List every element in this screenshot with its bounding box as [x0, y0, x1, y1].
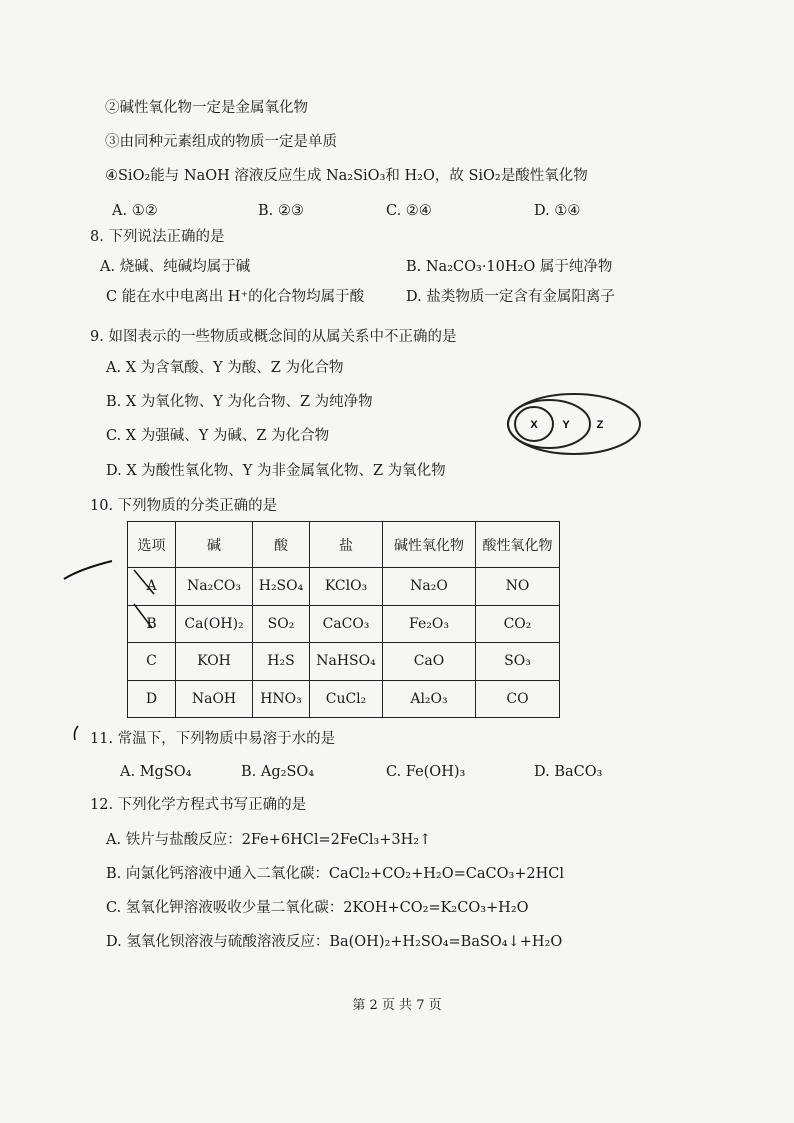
table-cell: KOH — [176, 643, 253, 680]
table-cell: KClO₃ — [310, 568, 383, 605]
table-row — [128, 568, 560, 605]
table-header-row — [128, 522, 560, 568]
handwritten-stroke-mark — [70, 724, 82, 744]
table-row — [128, 605, 560, 642]
page-footer: 第 2 页 共 7 页 — [352, 998, 442, 1013]
venn-y-label: Y — [562, 419, 570, 431]
q8-option-a: A. 烧碱、纯碱均属于碱 — [100, 259, 251, 275]
table-cell: SO₂ — [253, 605, 310, 642]
q7-statement-4: ④SiO₂能与 NaOH 溶液反应生成 Na₂SiO₃和 H₂O，故 SiO₂是酸性氧化物 — [105, 168, 588, 184]
table-cell: Ca(OH)₂ — [176, 605, 253, 642]
table-cell: NaHSO₄ — [310, 643, 383, 680]
q8-option-b: B. Na₂CO₃·10H₂O 属于纯净物 — [406, 259, 613, 275]
table-cell: H₂SO₄ — [253, 568, 310, 605]
q8-option-c: C 能在水中电离出 H⁺的化合物均属于酸 — [106, 289, 365, 305]
q12-option-c: C. 氢氧化钾溶液吸收少量二氧化碳：2KOH+CO₂=K₂CO₃+H₂O — [106, 900, 529, 916]
table-header: 选项 — [128, 522, 176, 568]
table-cell: CuCl₂ — [310, 680, 383, 717]
table-cell: CaO — [383, 643, 476, 680]
q7-option-b: B. ②③ — [258, 203, 304, 219]
table-cell: D — [128, 680, 176, 717]
table-cell: H₂S — [253, 643, 310, 680]
q7-statement-2: ②碱性氧化物一定是金属氧化物 — [105, 100, 308, 116]
q9-stem: 9. 如图表示的一些物质或概念间的从属关系中不正确的是 — [90, 329, 457, 345]
table-cell: C — [128, 643, 176, 680]
q8-stem: 8. 下列说法正确的是 — [90, 229, 225, 245]
table-header: 碱性氧化物 — [383, 522, 476, 568]
q11-stem: 11. 常温下，下列物质中易溶于水的是 — [90, 731, 336, 747]
table-cell: B — [128, 605, 176, 642]
table-cell: HNO₃ — [253, 680, 310, 717]
table-cell: SO₃ — [476, 643, 560, 680]
table-header: 碱 — [176, 522, 253, 568]
q9-option-b: B. X 为氧化物、Y 为化合物、Z 为纯净物 — [106, 394, 373, 410]
handwritten-tick-mark — [60, 555, 120, 585]
q8-option-d: D. 盐类物质一定含有金属阳离子 — [406, 289, 615, 305]
q9-option-d: D. X 为酸性氧化物、Y 为非金属氧化物、Z 为氧化物 — [106, 463, 446, 479]
q11-option-c: C. Fe(OH)₃ — [386, 764, 466, 780]
table-header: 酸 — [253, 522, 310, 568]
venn-z-label: Z — [596, 419, 604, 431]
venn-diagram — [504, 390, 644, 460]
q11-option-d: D. BaCO₃ — [534, 764, 603, 780]
q12-option-b: B. 向氯化钙溶液中通入二氧化碳：CaCl₂+CO₂+H₂O=CaCO₃+2HCl — [106, 866, 565, 882]
table-cell: Na₂CO₃ — [176, 568, 253, 605]
classification-table — [127, 521, 560, 718]
q11-option-a: A. MgSO₄ — [120, 764, 192, 780]
q7-option-d: D. ①④ — [534, 203, 581, 219]
table-cell: Al₂O₃ — [383, 680, 476, 717]
table-cell: CaCO₃ — [310, 605, 383, 642]
q7-statement-3: ③由同种元素组成的物质一定是单质 — [105, 134, 337, 150]
q9-option-c: C. X 为强碱、Y 为碱、Z 为化合物 — [106, 428, 330, 444]
table-cell: CO₂ — [476, 605, 560, 642]
q9-option-a: A. X 为含氧酸、Y 为酸、Z 为化合物 — [106, 360, 344, 376]
table-header: 酸性氧化物 — [476, 522, 560, 568]
q12-option-a: A. 铁片与盐酸反应：2Fe+6HCl=2FeCl₃+3H₂↑ — [106, 832, 432, 848]
table-cell: A — [128, 568, 176, 605]
venn-x-label: X — [530, 419, 538, 431]
table-cell: Na₂O — [383, 568, 476, 605]
table-cell: Fe₂O₃ — [383, 605, 476, 642]
table-cell: NaOH — [176, 680, 253, 717]
table-header: 盐 — [310, 522, 383, 568]
q11-option-b: B. Ag₂SO₄ — [241, 764, 315, 780]
venn-y-ellipse — [508, 400, 590, 448]
table-cell: NO — [476, 568, 560, 605]
q12-option-d: D. 氢氧化钡溶液与硫酸溶液反应：Ba(OH)₂+H₂SO₄=BaSO₄↓+H₂O — [106, 934, 563, 950]
q12-stem: 12. 下列化学方程式书写正确的是 — [90, 797, 307, 813]
q7-option-c: C. ②④ — [386, 203, 432, 219]
handwritten-slash-mark — [128, 560, 176, 640]
table-row — [128, 643, 560, 680]
table-cell: CO — [476, 680, 560, 717]
q7-option-a: A. ①② — [112, 203, 158, 219]
table-row — [128, 680, 560, 717]
q10-stem: 10. 下列物质的分类正确的是 — [90, 498, 278, 514]
